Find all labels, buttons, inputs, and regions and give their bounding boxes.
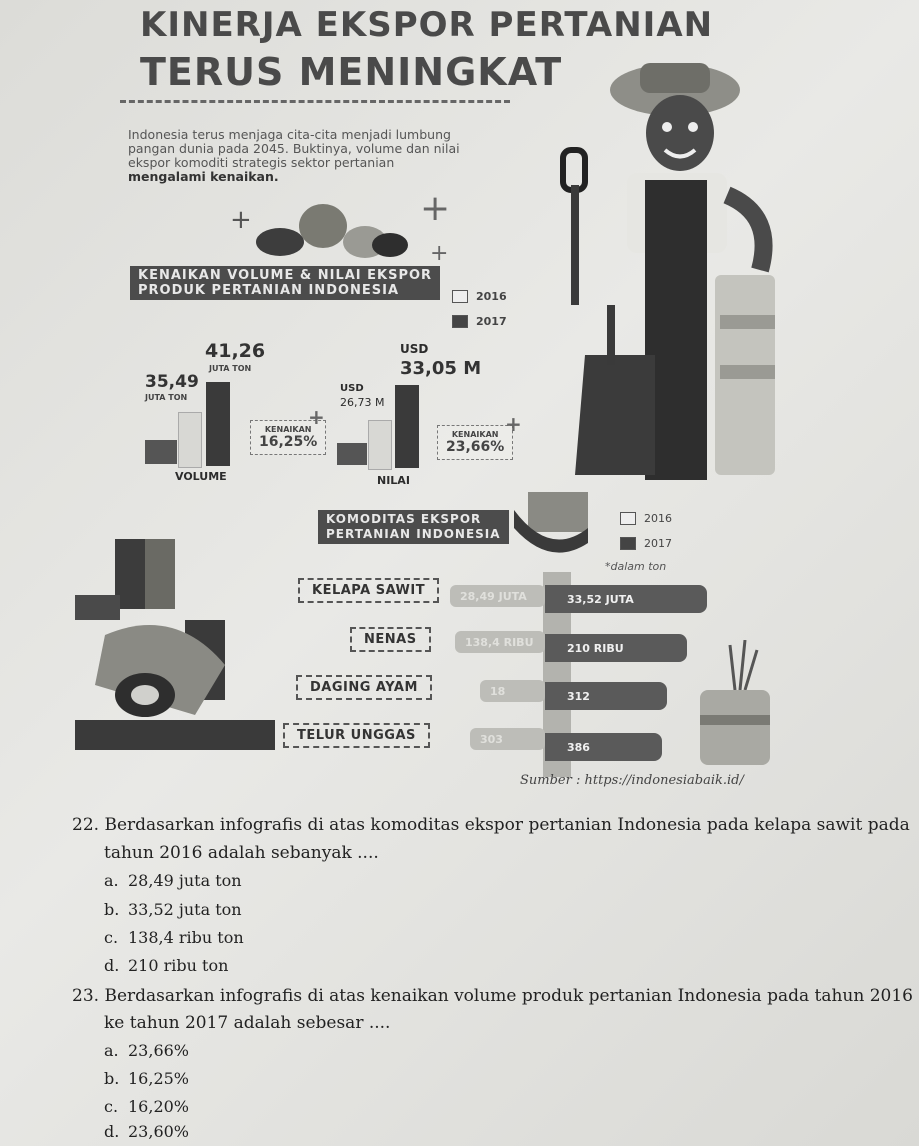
legend-label-2017: 2017 <box>476 315 507 328</box>
option-text: 23,60% <box>128 1122 190 1141</box>
legend-label-2016: 2016 <box>476 290 507 303</box>
commodity-bar-2017-nenas: 210 RIBU <box>545 634 687 662</box>
commodity-name-kelapa-sawit: KELAPA SAWIT <box>298 578 439 603</box>
title-divider <box>120 100 510 103</box>
legend2-swatch-2016 <box>620 512 636 525</box>
volume-value-2017: 41,26 <box>205 340 266 362</box>
volume-icon <box>145 440 177 464</box>
legend-swatch-2016 <box>452 290 468 303</box>
unit-note: *dalam ton <box>605 560 667 573</box>
nilai-label: NILAI <box>377 474 410 487</box>
volume-bar-2017 <box>206 382 230 466</box>
section2-title-line2: PERTANIAN INDONESIA <box>326 527 501 541</box>
commodity-bar-2017-daging-ayam: 312 <box>545 682 667 710</box>
section1-title-line2: PRODUK PERTANIAN INDONESIA <box>138 283 400 298</box>
question-23-text-line1: Berdasarkan infografis di atas kenaikan volume produk pertanian Indonesia pada tahun 2016 <box>104 986 913 1006</box>
nilai-currency-2016: USD <box>340 383 364 394</box>
question-23-option-c[interactable] <box>104 1097 189 1116</box>
question-23-number: 23. <box>72 986 100 1006</box>
section1-title-line1: KENAIKAN VOLUME & NILAI EKSPOR <box>138 268 433 283</box>
commodity-name-telur-unggas: TELUR UNGGAS <box>283 723 430 748</box>
nilai-bar-2017 <box>395 385 419 468</box>
commodity-bar-2016-telur-unggas: 303 <box>470 728 545 750</box>
question-23-option-d[interactable] <box>104 1122 189 1141</box>
legend2-2017 <box>620 537 672 550</box>
option-text: 23,66% <box>128 1041 190 1060</box>
section2-title <box>318 510 509 544</box>
option-letter: a. <box>104 1041 119 1060</box>
nilai-increase-box <box>437 425 513 460</box>
option-text: 210 ribu ton <box>128 956 229 975</box>
question-22-option-d[interactable] <box>104 956 228 975</box>
commodity-name-nenas: NENAS <box>350 627 431 652</box>
volume-plus-icon: + <box>308 405 325 429</box>
commodity-name-daging-ayam: DAGING AYAM <box>296 675 432 700</box>
legend-2017 <box>452 315 507 328</box>
volume-unit-2016: JUTA TON <box>145 393 188 402</box>
legend-2016 <box>452 290 507 303</box>
question-23 <box>72 986 913 1006</box>
option-letter: b. <box>104 900 120 919</box>
rice-sack-illustration <box>695 640 780 770</box>
svg-text:+: + <box>430 241 449 265</box>
section1-title <box>130 266 440 300</box>
intro-text <box>128 128 468 184</box>
question-22-text-line2: tahun 2016 adalah sebanyak .... <box>104 843 379 863</box>
question-22-option-a[interactable] <box>104 871 242 890</box>
commodity-bar-2017-telur-unggas: 386 <box>545 733 662 761</box>
option-text: 16,25% <box>128 1069 190 1088</box>
nilai-icon <box>337 443 367 465</box>
nilai-increase-value: 23,66% <box>446 439 505 455</box>
intro-body: Indonesia terus menjaga cita-cita menjadi lumbung pangan dunia pada 2045. Buktinya, volume dan nilai ekspor komoditi strategis sektor pertanian <box>128 127 460 170</box>
nilai-plus-icon: + <box>505 412 522 436</box>
legend2-2016 <box>620 512 672 525</box>
nilai-increase-label: KENAIKAN <box>451 430 499 439</box>
option-letter: c. <box>104 1097 119 1116</box>
intro-bold: mengalami kenaikan. <box>128 169 279 184</box>
title-line-1: KINERJA EKSPOR PERTANIAN <box>140 5 714 45</box>
question-22-text-line1: Berdasarkan infografis di atas komoditas ekspor pertanian Indonesia pada kelapa sawit pada <box>104 815 910 835</box>
question-22-option-b[interactable] <box>104 900 242 919</box>
section2-title-line1: KOMODITAS EKSPOR <box>326 512 482 526</box>
volume-unit-2017: JUTA TON <box>209 364 252 373</box>
option-letter: d. <box>104 1122 120 1141</box>
legend2-label-2016: 2016 <box>644 512 672 525</box>
option-text: 138,4 ribu ton <box>128 928 244 947</box>
farmer-illustration <box>545 55 790 495</box>
commodity-bar-2016-nenas: 138,4 RIBU <box>455 631 545 653</box>
title-line-2: TERUS MENINGKAT <box>140 50 563 94</box>
volume-increase-label: KENAIKAN <box>264 425 312 434</box>
question-23-option-a[interactable] <box>104 1041 189 1060</box>
source-text: Sumber : https://indonesiabaik.id/ <box>520 773 744 788</box>
option-text: 16,20% <box>128 1097 190 1116</box>
commodity-bar-2016-kelapa-sawit: 28,49 JUTA <box>450 585 545 607</box>
legend2-label-2017: 2017 <box>644 537 672 550</box>
produce-illustration <box>75 535 275 750</box>
crate-illustration <box>510 488 595 558</box>
question-22-number: 22. <box>72 815 100 835</box>
nilai-bar-2016 <box>368 420 392 470</box>
volume-value-2016: 35,49 <box>145 372 199 392</box>
svg-text:+: + <box>230 205 252 235</box>
commodity-bar-2016-daging-ayam: 18 <box>480 680 545 702</box>
vegetables-illustration <box>225 190 455 265</box>
option-letter: d. <box>104 956 120 975</box>
commodity-bar-2017-kelapa-sawit: 33,52 JUTA <box>545 585 707 613</box>
question-22 <box>72 815 910 835</box>
legend2-swatch-2017 <box>620 537 636 550</box>
option-text: 33,52 juta ton <box>128 900 242 919</box>
nilai-value-2016: 26,73 M <box>340 396 385 409</box>
option-letter: b. <box>104 1069 120 1088</box>
svg-text:+: + <box>420 190 451 229</box>
volume-bar-2016 <box>178 412 202 468</box>
question-22-option-c[interactable] <box>104 928 244 947</box>
question-23-option-b[interactable] <box>104 1069 189 1088</box>
nilai-value-2017: 33,05 M <box>400 358 482 379</box>
legend-swatch-2017 <box>452 315 468 328</box>
option-text: 28,49 juta ton <box>128 871 242 890</box>
volume-label: VOLUME <box>175 470 227 483</box>
volume-increase-value: 16,25% <box>259 434 318 450</box>
nilai-currency-2017: USD <box>400 342 429 356</box>
option-letter: c. <box>104 928 119 947</box>
option-letter: a. <box>104 871 119 890</box>
question-23-text-line2: ke tahun 2017 adalah sebesar .... <box>104 1013 391 1033</box>
